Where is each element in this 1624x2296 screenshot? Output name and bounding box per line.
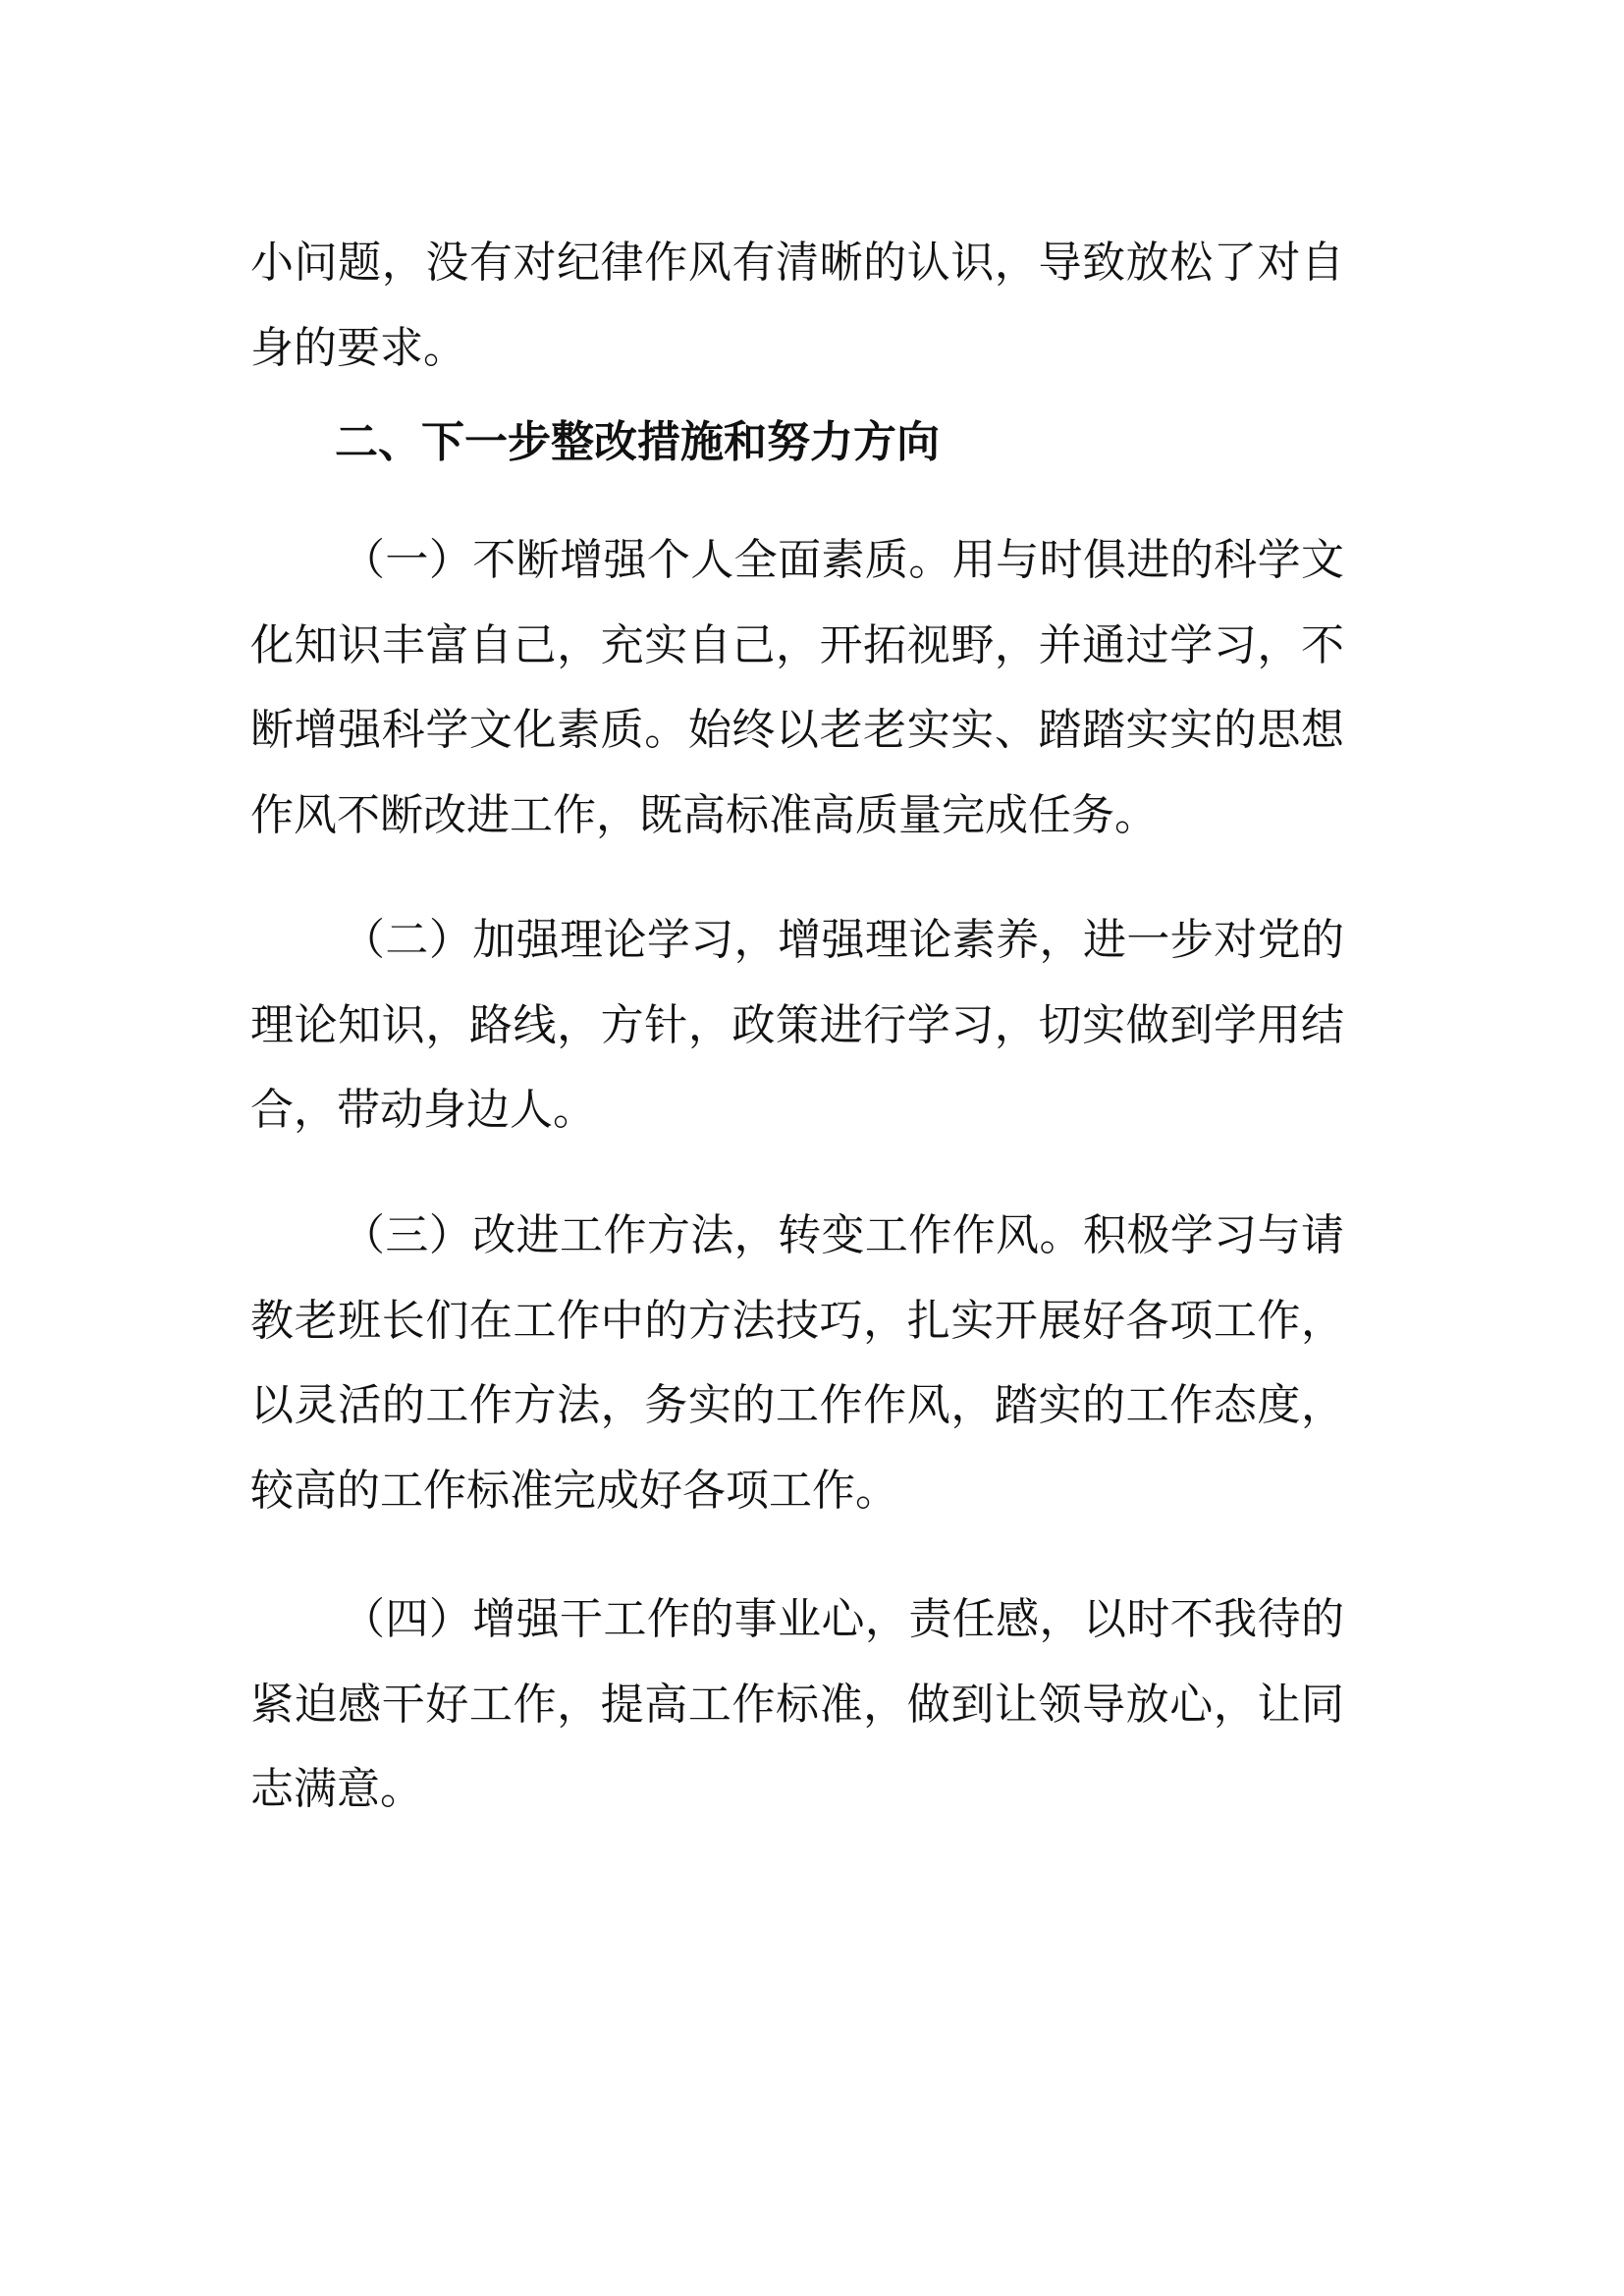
text-line: 身的要求。 (250, 322, 466, 373)
text-line: （四）增强干工作的事业心，责任感，以时不我待的 (342, 1594, 1344, 1644)
text-line: 教老班长们在工作中的方法技巧，扎实开展好各项工作， (250, 1295, 1344, 1346)
text-line: 作风不断改进工作，既高标准高质量完成任务。 (250, 789, 1158, 840)
text-line: 理论知识，路线，方针，政策进行学习，切实做到学用结 (250, 999, 1344, 1050)
text-line: 以灵活的工作方法，务实的工作作风，踏实的工作态度， (250, 1380, 1344, 1430)
text-line: 合，带动身边人。 (250, 1085, 596, 1135)
text-line: 化知识丰富自己，充实自己，开拓视野，并通过学习，不 (250, 619, 1344, 670)
text-line: 较高的工作标准完成好各项工作。 (250, 1465, 898, 1516)
paragraph-continuation (250, 221, 1344, 391)
section-heading: 二、下一步整改措施和努力方向 (335, 417, 940, 467)
text-line: 志满意。 (250, 1764, 423, 1814)
paragraph-item-1 (250, 518, 1344, 858)
text-line: （二）加强理论学习，增强理论素养，进一步对党的 (342, 915, 1344, 965)
text-line: （一）不断增强个人全面素质。用与时俱进的科学文 (342, 535, 1344, 585)
paragraph-item-3 (250, 1194, 1344, 1533)
text-line: 小问题，没有对纪律作风有清晰的认识，导致放松了对自 (250, 238, 1344, 288)
text-line: 断增强科学文化素质。始终以老老实实、踏踏实实的思想 (250, 705, 1344, 755)
text-line: 紧迫感干好工作，提高工作标准，做到让领导放心，让同 (250, 1679, 1344, 1730)
paragraph-item-4 (250, 1577, 1344, 1833)
text-line: （三）改进工作方法，转变工作作风。积极学习与请 (342, 1210, 1344, 1260)
paragraph-item-2 (250, 898, 1344, 1153)
